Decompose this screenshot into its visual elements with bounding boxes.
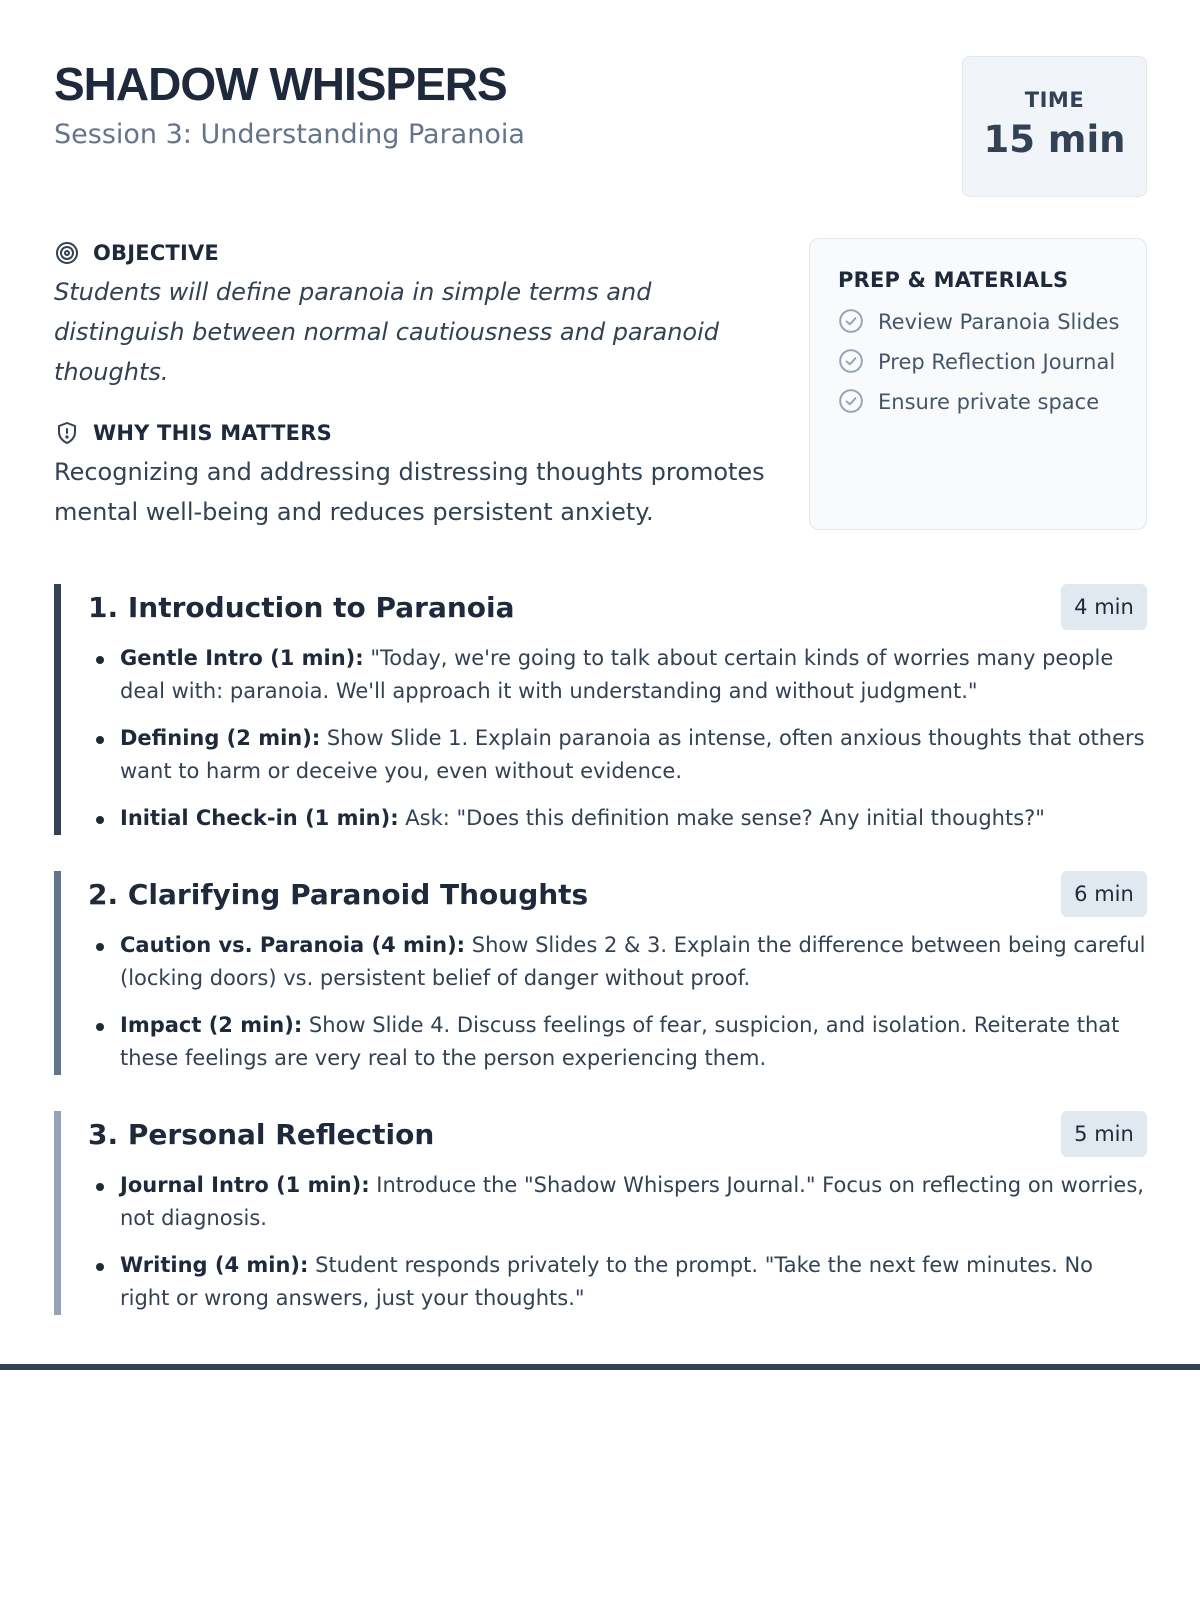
target-icon xyxy=(54,240,80,266)
prep-item-label: Prep Reflection Journal xyxy=(878,350,1116,374)
list-item xyxy=(88,642,1147,708)
step-title: 3. Personal Reflection xyxy=(88,1117,435,1151)
step-list xyxy=(88,1169,1147,1315)
objective-heading xyxy=(54,238,774,268)
item-text: Show Slide 4. Discuss feelings of fear, suspicion, and isolation. Reiterate that these feelings are very real to the person experiencing them. xyxy=(120,1013,1120,1070)
time-label: TIME xyxy=(1024,88,1085,112)
why-heading xyxy=(54,418,774,448)
prep-item xyxy=(838,305,1122,339)
time-box xyxy=(962,56,1147,197)
prep-list xyxy=(838,305,1122,419)
item-text: Introduce the "Shadow Whispers Journal." Focus on reflecting on worries, not diagnosis. xyxy=(120,1173,1144,1230)
item-lead: Defining (2 min): xyxy=(120,726,321,750)
item-text: Ask: "Does this definition make sense? Any initial thoughts?" xyxy=(398,806,1045,830)
shield-alert-icon xyxy=(54,420,80,446)
step-accent-bar xyxy=(54,584,61,835)
duration-badge: 5 min xyxy=(1061,1111,1147,1157)
prep-materials-card xyxy=(809,238,1147,530)
list-item xyxy=(88,1249,1147,1315)
prep-item-label: Ensure private space xyxy=(878,390,1100,414)
step-introduction xyxy=(54,584,1147,835)
page-subtitle: Session 3: Understanding Paranoia xyxy=(54,119,525,150)
check-circle-icon xyxy=(838,308,864,334)
list-item xyxy=(88,722,1147,788)
why-text: Recognizing and addressing distressing thoughts promotes mental well-being and reduces persistent anxiety. xyxy=(54,458,765,526)
step-header xyxy=(88,584,1147,630)
check-circle-icon xyxy=(838,348,864,374)
item-lead: Gentle Intro (1 min): xyxy=(120,646,364,670)
item-text: Show Slides 2 & 3. Explain the difference between being careful (locking doors) vs. persistent belief of danger without proof. xyxy=(120,933,1146,990)
overview xyxy=(54,238,774,532)
list-item xyxy=(88,929,1147,995)
page-title: SHADOW WHISPERS xyxy=(54,58,507,110)
item-lead: Journal Intro (1 min): xyxy=(120,1173,370,1197)
why-label: WHY THIS MATTERS xyxy=(93,421,332,445)
step-title: 1. Introduction to Paranoia xyxy=(88,590,515,624)
step-clarifying xyxy=(54,871,1147,1075)
objective-text: Students will define paranoia in simple terms and distinguish between normal cautiousness and paranoid thoughts. xyxy=(54,278,720,386)
step-list xyxy=(88,929,1147,1075)
item-text: Student responds privately to the prompt. "Take the next few minutes. No right or wrong answers, just your thoughts." xyxy=(120,1253,1094,1310)
step-header xyxy=(88,1111,1147,1157)
item-lead: Caution vs. Paranoia (4 min): xyxy=(120,933,466,957)
step-reflection xyxy=(54,1111,1147,1315)
list-item xyxy=(88,1169,1147,1235)
item-text: Show Slide 1. Explain paranoia as intense, often anxious thoughts that others want to harm or deceive you, even without evidence. xyxy=(120,726,1145,783)
duration-badge: 6 min xyxy=(1061,871,1147,917)
objective-label: OBJECTIVE xyxy=(93,241,219,265)
list-item xyxy=(88,802,1147,835)
step-title: 2. Clarifying Paranoid Thoughts xyxy=(88,877,589,911)
step-header xyxy=(88,871,1147,917)
footer-divider xyxy=(0,1364,1200,1370)
step-accent-bar xyxy=(54,871,61,1075)
header xyxy=(54,56,1147,196)
prep-title: PREP & MATERIALS xyxy=(838,268,1069,292)
prep-item xyxy=(838,345,1122,379)
step-list xyxy=(88,642,1147,835)
time-value: 15 min xyxy=(983,118,1126,161)
item-text: "Today, we're going to talk about certain kinds of worries many people deal with: paranoia. We'll approach it with understanding and without judgment." xyxy=(120,646,1114,703)
list-item xyxy=(88,1009,1147,1075)
duration-badge: 4 min xyxy=(1061,584,1147,630)
item-lead: Impact (2 min): xyxy=(120,1013,303,1037)
check-circle-icon xyxy=(838,388,864,414)
item-lead: Initial Check-in (1 min): xyxy=(120,806,399,830)
step-accent-bar xyxy=(54,1111,61,1315)
prep-item-label: Review Paranoia Slides xyxy=(878,310,1120,334)
item-lead: Writing (4 min): xyxy=(120,1253,309,1277)
prep-item xyxy=(838,385,1122,419)
